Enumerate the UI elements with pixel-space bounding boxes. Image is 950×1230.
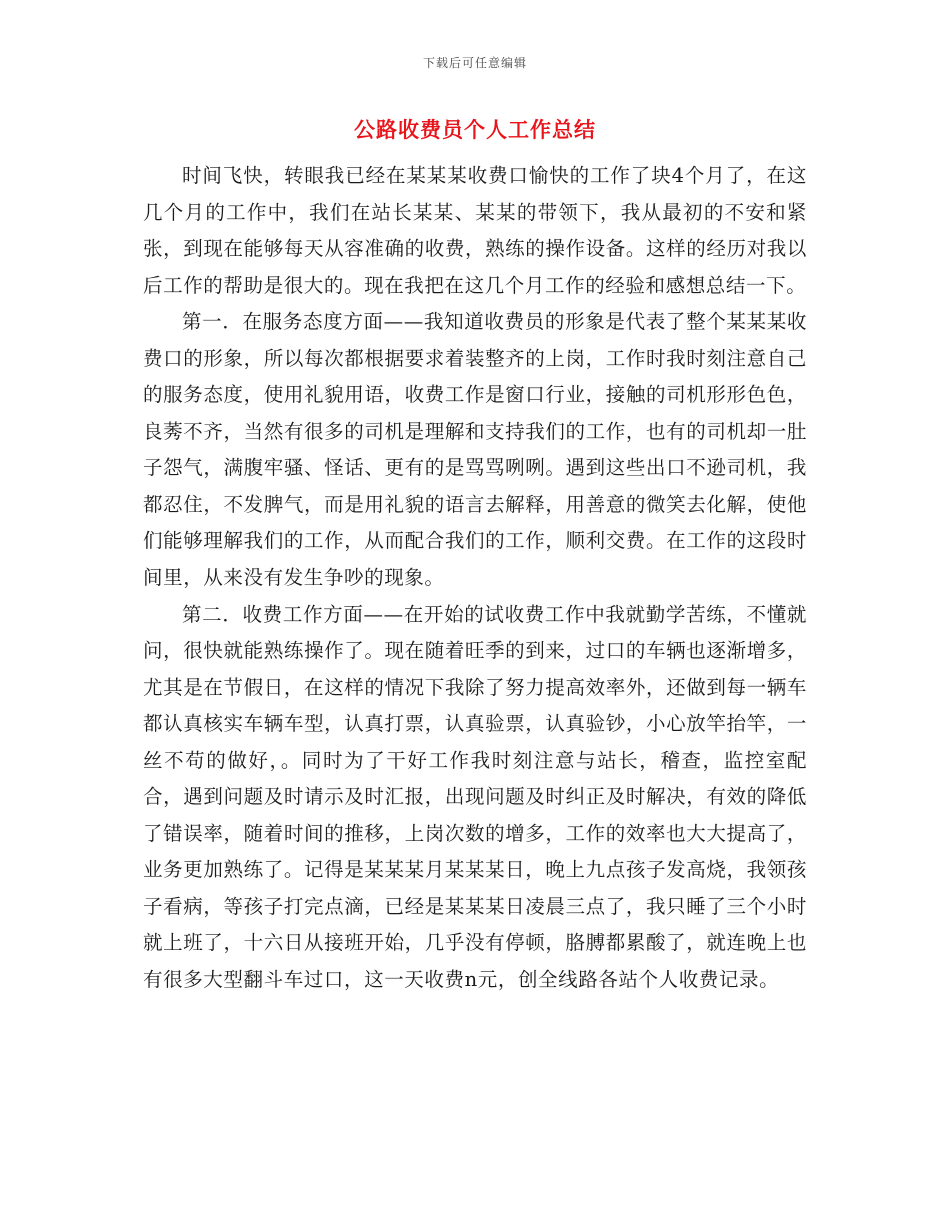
paragraph-intro: 时间飞快，转眼我已经在某某某收费口愉快的工作了块4个月了，在这几个月的工作中，我们在站长某某、某某的带领下，我从最初的不安和紧张，到现在能够每天从容准确的收费，熟练的操作设备。这样的经历对我以后工作的帮助是很大的。现在我把在这几个月工作的经验和感想总结一下。 [143,164,807,297]
header-note: 下载后可任意编辑 [422,56,527,70]
document-title: 公路收费员个人工作总结 [354,117,596,142]
paragraph-toll-work: 第二．收费工作方面——在开始的试收费工作中我就勤学苦练，不懂就问，很快就能熟练操作了。现在随着旺季的到来，过口的车辆也逐渐增多，尤其是在节假日，在这样的情况下我除了努力提高效率外，还做到每一辆车都认真核实车辆车型，认真打票，认真验票，认真验钞，小心放竿抬竿，一丝不苟的做好，。同时为了干好工作我时刻注意与站长，稽查，监控室配合，遇到问题及时请示及时汇报，出现问题及时纠正及时解决，有效的降低了错误率，随着时间的推移，上岗次数的增多，工作的效率也大大提高了，业务更加熟练了。记得是某某某月某某某日，晚上九点孩子发高烧，我领孩子看病，等孩子打完点滴，已经是某某某日凌晨三点了，我只睡了三个小时就上班了，十六日从接班开始，几乎没有停顿，胳膊都累酸了，就连晚上也有很多大型翻斗车过口，这一天收费n元，创全线路各站个人收费记录。 [143,602,807,992]
document-body [143,158,807,999]
paragraph-service-attitude: 第一．在服务态度方面——我知道收费员的形象是代表了整个某某某收费口的形象，所以每次都根据要求着装整齐的上岗，工作时我时刻注意自己的服务态度，使用礼貌用语，收费工作是窗口行业，接触的司机形形色色，良莠不齐，当然有很多的司机是理解和支持我们的工作，也有的司机却一肚子怨气，满腹牢骚、怪话、更有的是骂骂咧咧。遇到这些出口不逊司机，我都忍住，不发脾气，而是用礼貌的语言去解释，用善意的微笑去化解，使他们能够理解我们的工作，从而配合我们的工作，顺利交费。在工作的这段时间里，从来没有发生争吵的现象。 [143,310,807,590]
